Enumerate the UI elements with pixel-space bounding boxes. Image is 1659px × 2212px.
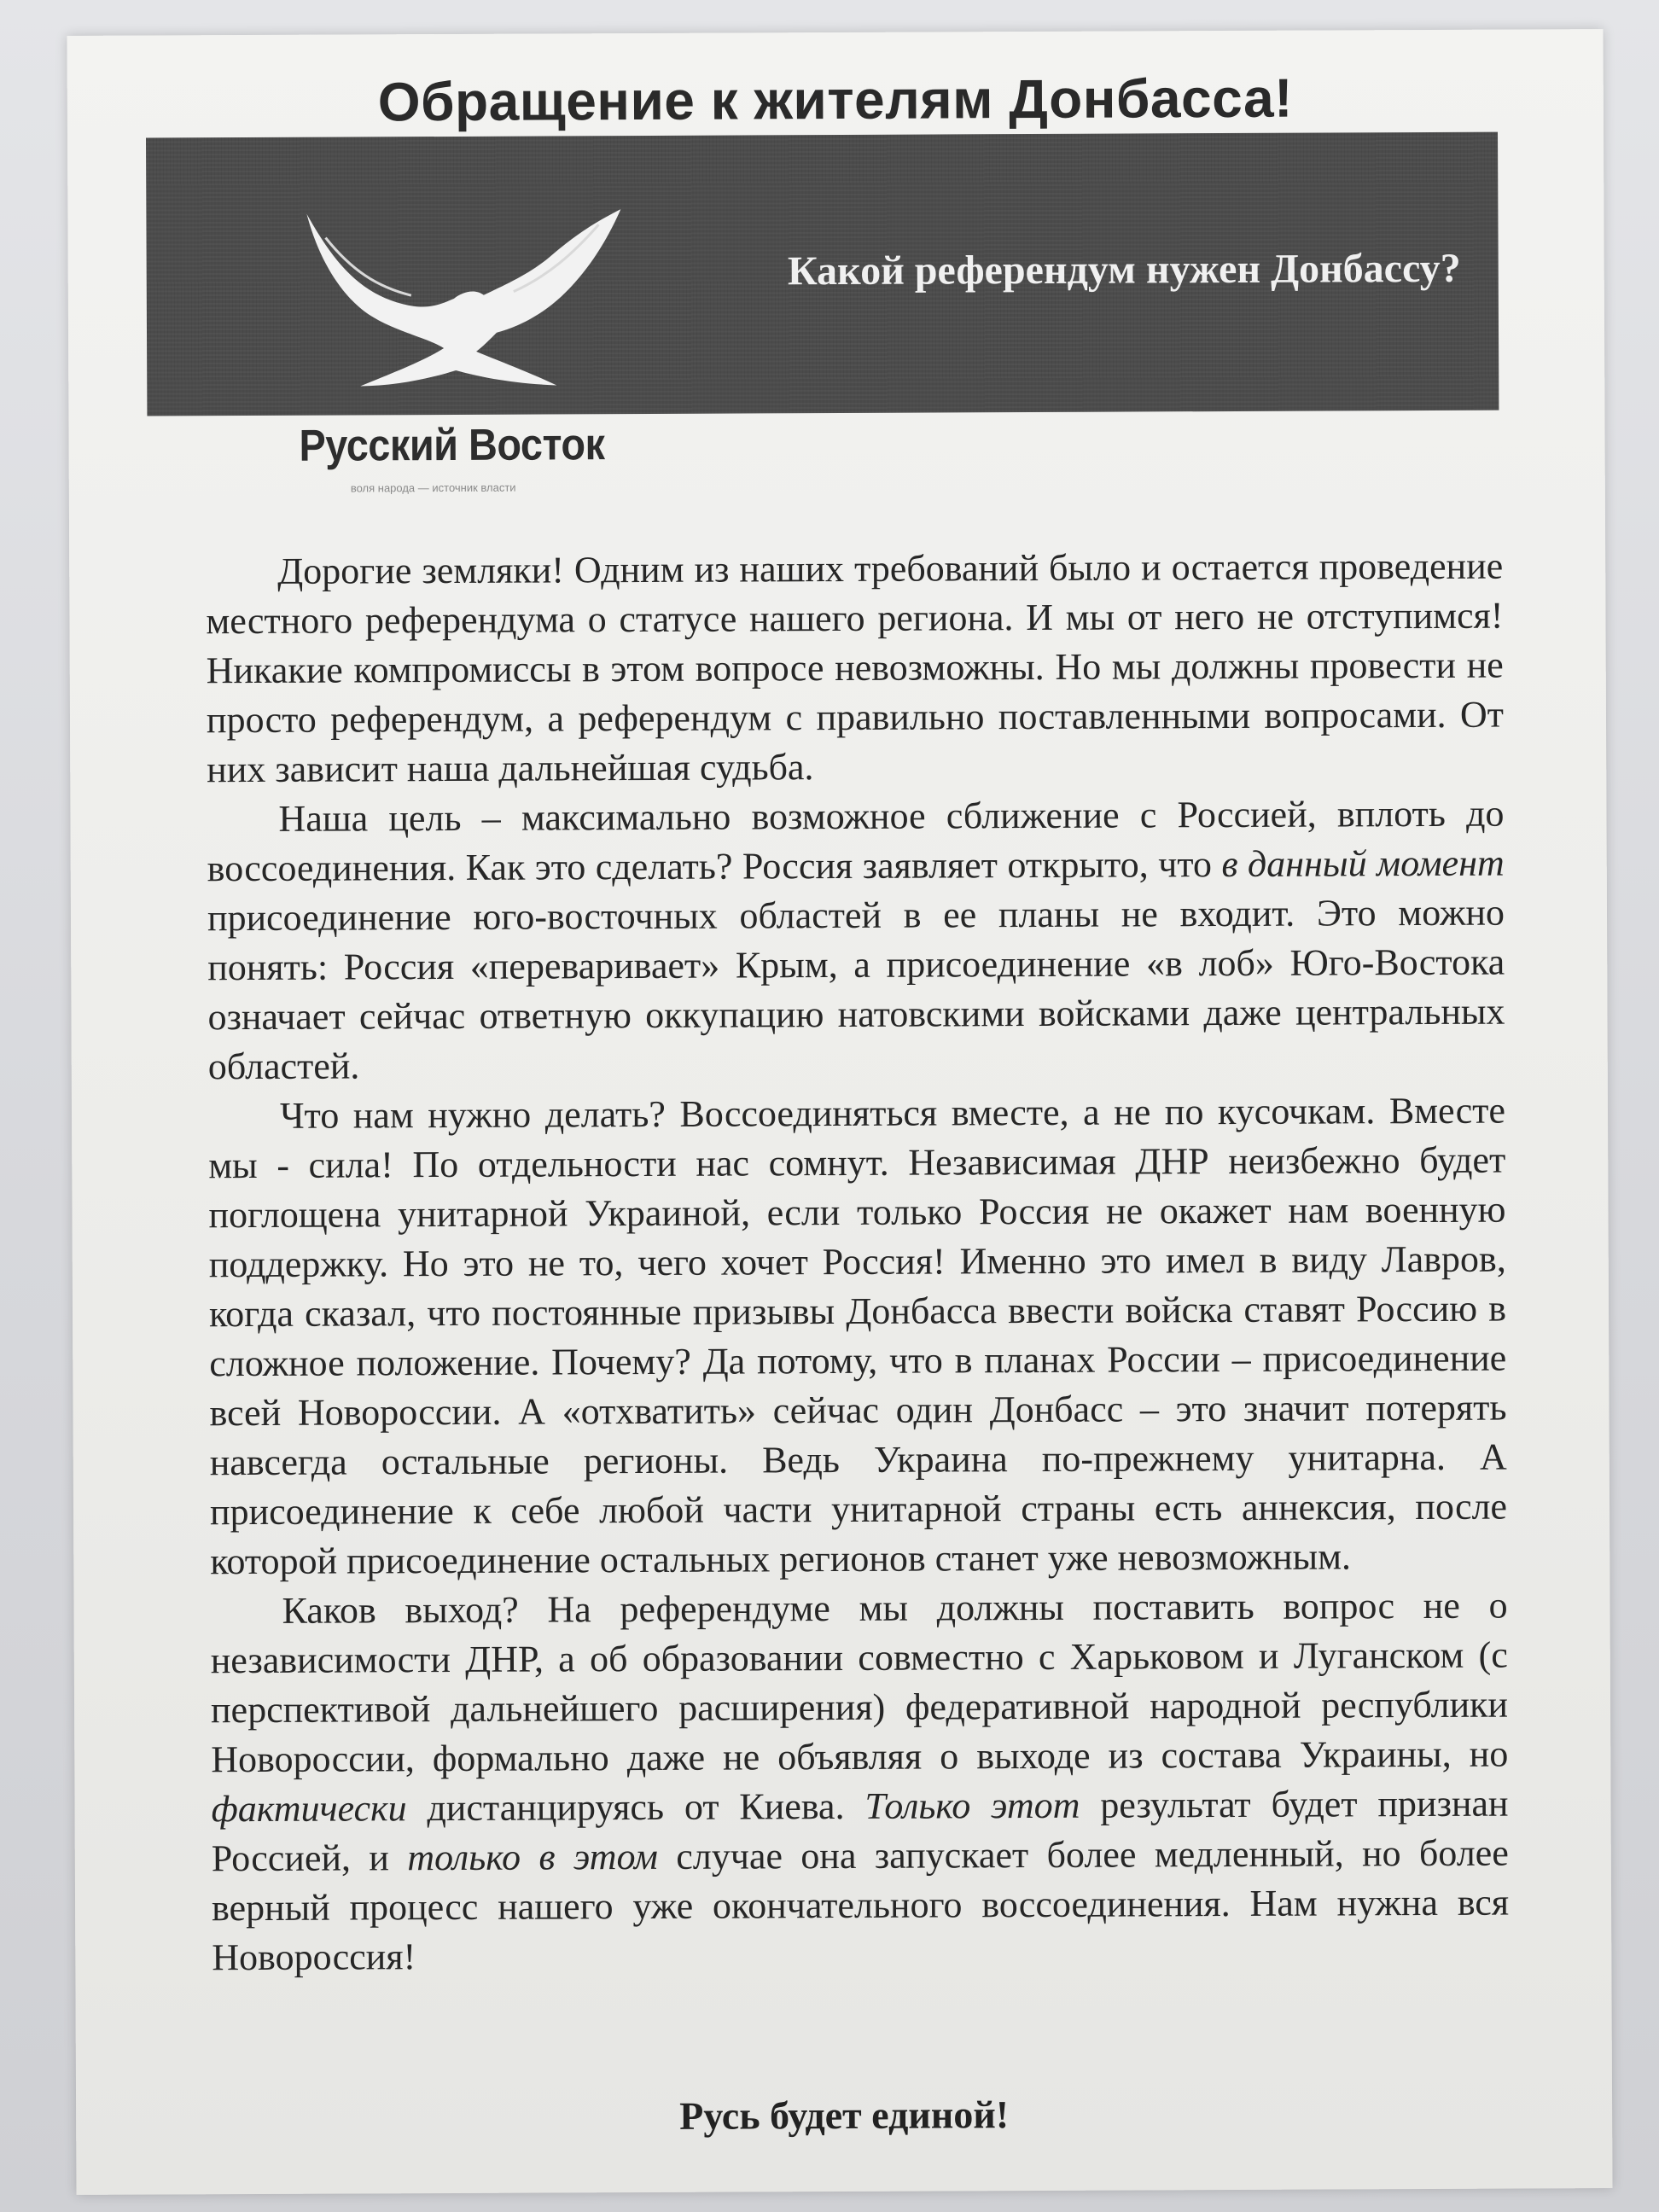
organization-logo — [299, 419, 657, 495]
paragraph-4-text-b: дистанцируясь от Киева. — [406, 1784, 865, 1830]
paragraph-3 — [208, 1086, 1508, 1587]
paragraph-2-text-b: присоединение юго-восточных областей в ее планы не входит. Это можно понять: Россия «переваривает» Крым, а присоединение «в лоб» Юго-Востока означает сейчас ответную оккупацию натовскими войсками даже центральных областей. — [207, 891, 1505, 1088]
leaflet-body — [206, 542, 1509, 1983]
paragraph-4 — [210, 1581, 1509, 1983]
eagle-icon — [300, 202, 625, 409]
paragraph-4-emphasis-2: Только этот — [864, 1784, 1080, 1827]
paragraph-2-emphasis: в данный момент — [1221, 841, 1505, 886]
paragraph-2-text-a: Наша цель – максимально возможное сближение с Россией, вплоть до воссоединения. Как это сделать? Россия заявляет открыто, что — [207, 792, 1505, 890]
paragraph-2 — [207, 789, 1505, 1092]
paragraph-4-emphasis-1: фактически — [211, 1787, 407, 1831]
logo-name: Русский Восток — [299, 420, 605, 471]
paragraph-4-text-a: Каков выход? На референдуме мы должны поставить вопрос не о независимости ДНР, а об образовании совместно с Харьковом и Луганском (с перспективой дальнейшего расширения) федеративной народной республики Новороссии, формально даже не объявляя о выходе из состава Украины, но — [210, 1584, 1509, 1781]
logo-tagline: воля народа — источник власти — [350, 480, 516, 495]
banner-question: Какой референдум нужен Донбассу? — [787, 245, 1461, 294]
paragraph-3-text: Что нам нужно делать? Воссоединяться вместе, а не по кусочкам. Вместе мы - сила! По отдельности нас сомнут. Независимая ДНР неизбежно будет поглощена унитарной Украиной, если только Россия не окажет нам военную поддержку. Но это не то, чего хочет Россия! Именно это имел в виду Лавров, когда сказал, что постоянные призывы Донбасса ввести войска ставят Россию в сложное положение. Почему? Да потому, что в планах России – присоединение всей Новороссии. А «отхватить» сейчас один Донбасс – это значит потерять навсегда остальные регионы. Ведь Украина по-прежнему унитарна. А присоединение к себе любой части унитарной страны есть аннексия, после которой присоединение остальных регионов станет уже невозможным. — [208, 1089, 1508, 1583]
paragraph-4-text-c: результат будет признан Россией, и — [211, 1782, 1509, 1880]
paragraph-1 — [206, 542, 1504, 795]
paragraph-4-emphasis-3: только в этом — [407, 1835, 659, 1879]
closing-slogan: Русь будет единой! — [679, 2093, 1010, 2138]
paragraph-1-text: Дорогие земляки! Одним из наших требований было и остается проведение местного референдума о статусе нашего региона. И мы от него не отступимся! Никакие компромиссы в этом вопросе невозможны. Но мы должны провести не просто референдум, а референдум с правильно поставленными вопросами. От них зависит наша дальнейшая судьба. — [206, 544, 1505, 791]
leaflet-headline: Обращение к жителям Донбасса! — [377, 67, 1294, 133]
leaflet-sheet — [67, 29, 1612, 2195]
banner — [146, 132, 1499, 416]
paragraph-4-text-d: случае она запускает более медленный, но более верный процесс нашего уже окончательного воссоединения. Нам нужна вся Новороссия! — [211, 1831, 1510, 1979]
